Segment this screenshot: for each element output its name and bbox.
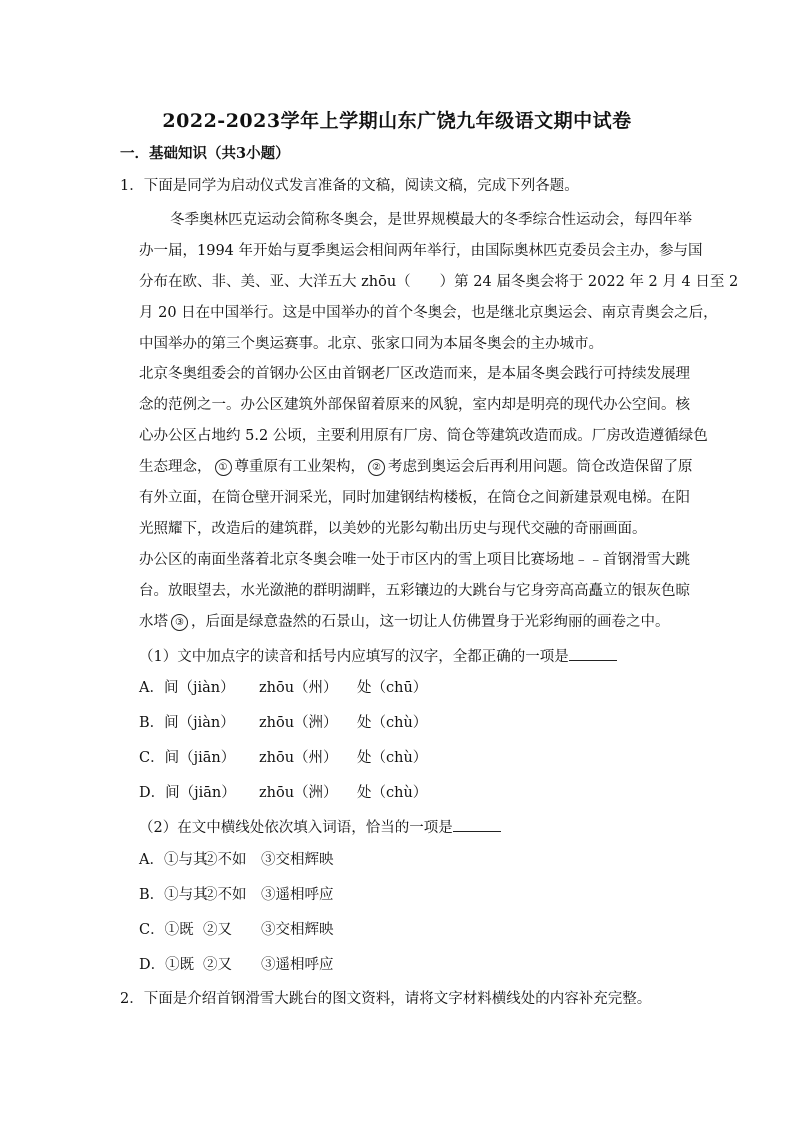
option-label: A．①与其 [139, 852, 208, 868]
option-part: ②又 [203, 957, 232, 973]
passage-line: 冬季奥林匹克运动会简称冬奥会，是世界规模最大的冬季综合性运动会，每四年举 [170, 212, 692, 228]
option-row[interactable] [139, 713, 427, 733]
option-label: D．间（jiān） [139, 785, 236, 801]
option-part: zhōu（州） [259, 750, 338, 766]
option-part: ②又 [203, 922, 232, 938]
section-heading: 一．基础知识（共3小题） [120, 145, 290, 162]
passage-line-with-blank [139, 612, 670, 632]
option-row[interactable] [139, 783, 427, 803]
option-label: B．间（jiàn） [139, 715, 235, 731]
sub-question-1 [139, 646, 617, 667]
passage-text: 生态理念， [139, 459, 212, 475]
passage-line: 台。放眼望去，水光潋滟的群明湖畔，五彩镶边的大跳台与它身旁高高矗立的银灰色晾 [139, 583, 690, 599]
sub-question-text: （2）在文中横线处依次填入词语，恰当的一项是 [139, 820, 453, 836]
option-label: C．间（jiān） [139, 750, 236, 766]
passage-line: 办公区的南面坐落着北京冬奥会唯一处于市区内的雪上项目比赛场地﹣﹣首钢滑雪大跳 [139, 552, 690, 568]
passage-line: 北京冬奥组委会的首钢办公区由首钢老厂区改造而来，是本届冬奥会践行可持续发展理 [139, 366, 690, 382]
exam-title: 2022-2023学年上学期山东广饶九年级语文期中试卷 [162, 110, 632, 132]
passage-line: 中国举办的第三个奥运赛事。北京、张家口同为本届冬奥会的主办城市。 [139, 336, 603, 352]
option-row[interactable] [139, 955, 334, 975]
option-label: B．①与其 [139, 887, 208, 903]
option-part: 处（chù） [357, 715, 428, 731]
option-part: 处（chū） [357, 680, 428, 696]
option-row[interactable] [139, 885, 334, 905]
option-part: ③交相辉映 [261, 922, 334, 938]
blank-marker-2: ② [368, 459, 385, 476]
passage-text: 水塔 [139, 614, 168, 630]
passage-text: 尊重原有工业架构， [234, 459, 365, 475]
passage-line: 心办公区占地约 5.2 公顷，主要利用原有厂房、筒仓等建筑改造而成。厂房改造遵循绿色 [139, 428, 708, 444]
passage-line-with-blanks [139, 457, 693, 477]
passage-line: 光照耀下，改造后的建筑群，以美妙的光影勾勒出历史与现代交融的奇丽画面。 [139, 521, 647, 537]
option-label: D．①既 [139, 957, 195, 973]
blank-marker-3: ③ [171, 614, 188, 631]
passage-line: 有外立面，在筒仓壁开洞采光，同时加建钢结构楼板，在筒仓之间新建景观电梯。在阳 [139, 490, 690, 506]
answer-blank[interactable] [569, 646, 617, 661]
option-part: zhōu（州） [259, 680, 338, 696]
passage-line: 月 20 日在中国举行。这是中国举办的首个冬奥会，也是继北京奥运会、南京青奥会之后， [139, 305, 718, 321]
passage-line: 念的范例之一。办公区建筑外部保留着原来的风貌，室内却是明亮的现代办公空间。核 [139, 397, 690, 413]
option-row[interactable] [139, 850, 334, 870]
sub-question-text: （1）文中加点字的读音和括号内应填写的汉字，全都正确的一项是 [139, 649, 569, 665]
blank-marker-1: ① [215, 459, 232, 476]
passage-line: 分布在欧、非、美、亚、大洋五大 zhōu（ ）第 24 届冬奥会将于 2022 年 2 月 4 日至 2 [139, 274, 739, 290]
option-part: 处（chù） [357, 750, 428, 766]
question-2-stem: 2．下面是介绍首钢滑雪大跳台的图文资料，请将文字材料横线处的内容补充完整。 [120, 991, 652, 1007]
sub-question-2 [139, 817, 501, 838]
option-part: ②不如 [203, 852, 247, 868]
passage-text: 考虑到奥运会后再利用问题。筒仓改造保留了原 [388, 459, 693, 475]
passage-text: ，后面是绿意盎然的石景山，这一切让人仿佛置身于光彩绚丽的画卷之中。 [191, 614, 670, 630]
option-part: ②不如 [203, 887, 247, 903]
option-part: 处（chù） [357, 785, 428, 801]
option-part: ③交相辉映 [261, 852, 334, 868]
option-part: zhōu（洲） [259, 785, 338, 801]
answer-blank[interactable] [453, 817, 501, 832]
option-part: ③遥相呼应 [261, 887, 334, 903]
passage-line: 办一届，1994 年开始与夏季奥运会相间两年举行，由国际奥林匹克委员会主办，参与国 [139, 243, 703, 259]
question-1-stem: 1．下面是同学为启动仪式发言准备的文稿，阅读文稿，完成下列各题。 [120, 178, 579, 194]
option-label: A．间（jiàn） [139, 680, 235, 696]
option-part: zhōu（洲） [259, 715, 338, 731]
option-row[interactable] [139, 748, 427, 768]
option-label: C．①既 [139, 922, 194, 938]
option-row[interactable] [139, 678, 427, 698]
option-row[interactable] [139, 920, 334, 940]
option-part: ③遥相呼应 [261, 957, 334, 973]
